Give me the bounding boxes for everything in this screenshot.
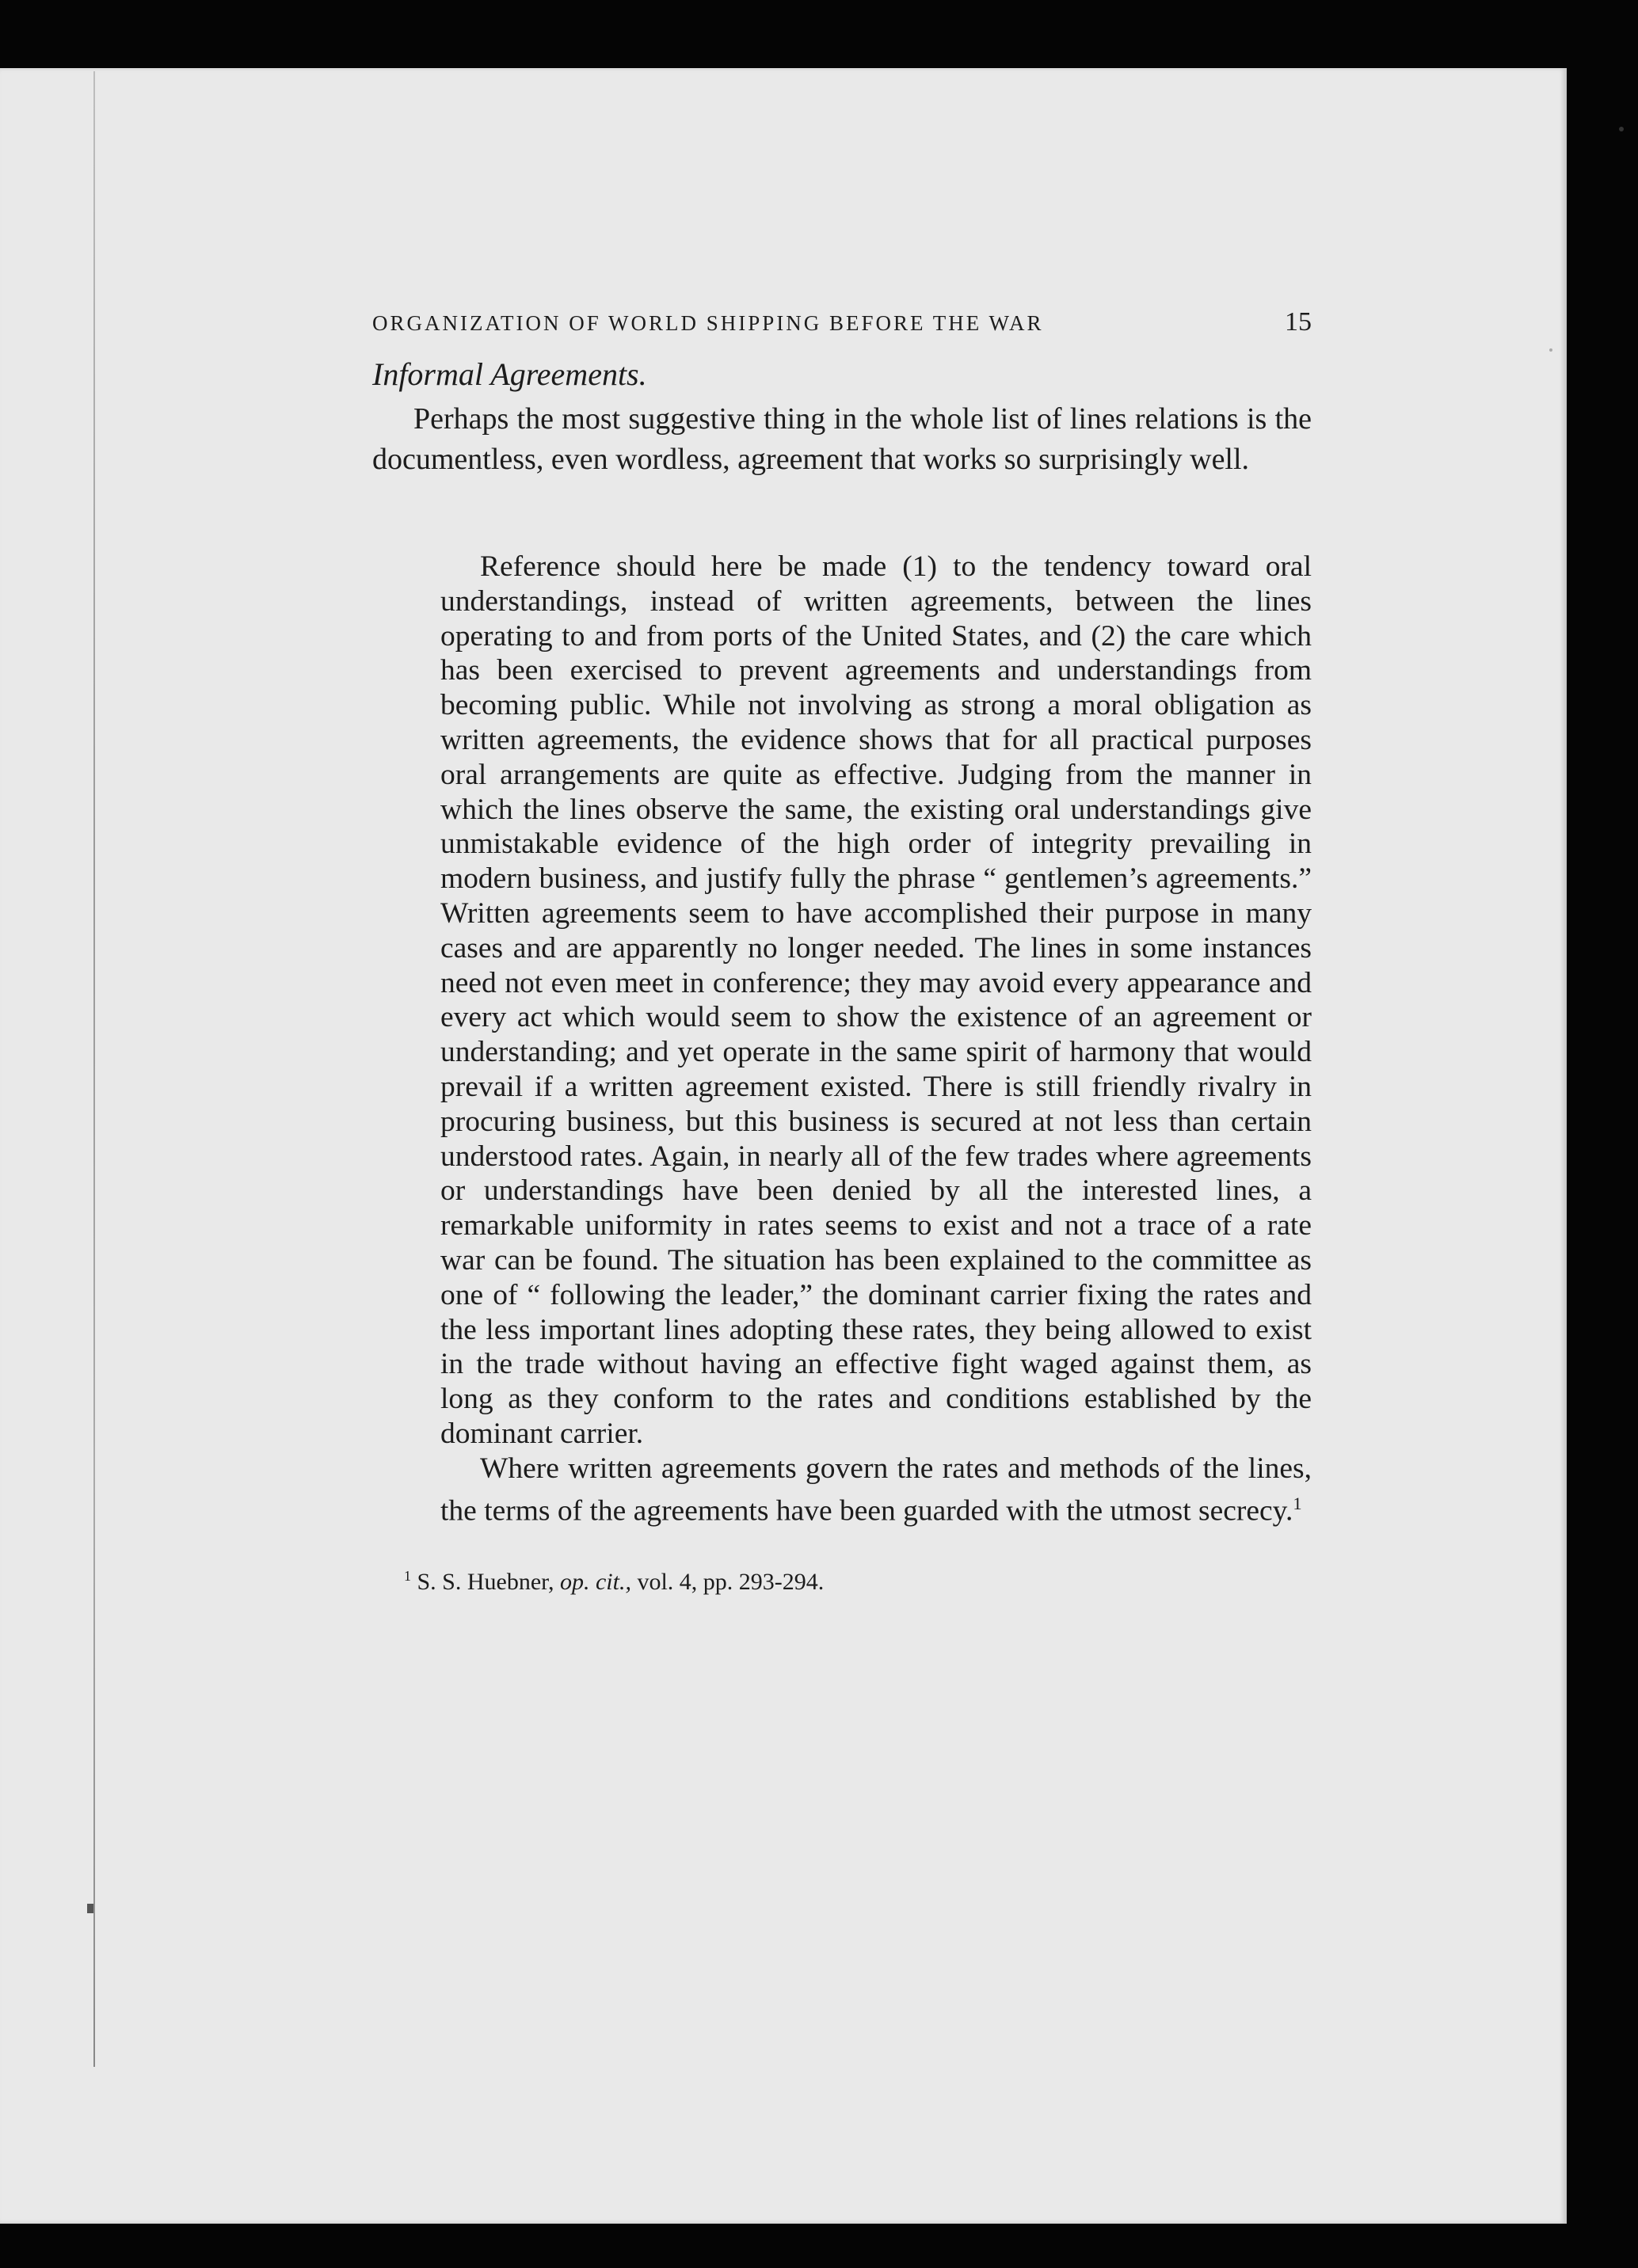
block-quotation <box>440 550 1312 1528</box>
section-heading: Informal Agreements. <box>372 356 647 392</box>
scan-mark <box>87 1904 93 1913</box>
page-gutter-line <box>93 71 95 2067</box>
footnote-reference-text: vol. 4, pp. 293-294. <box>637 1568 825 1595</box>
page-number: 15 <box>1285 307 1312 337</box>
footnote-reference: 1 <box>1293 1493 1302 1513</box>
running-head-title: ORGANIZATION OF WORLD SHIPPING BEFORE THE WAR <box>372 311 1044 335</box>
quotation-paragraph-1: Reference should here be made (1) to the tendency toward oral understandings, instead of written agreements, between the lines operating to and from ports of the United States, and (2) the care which has been exercised to prevent agreements and understandings from becoming public. While not involving as strong a moral obligation as written agreements, the evidence shows that for all practical purposes oral arrangements are quite as effective. Judging from the manner in which the lines observe the same, the existing oral understandings give unmistakable evidence of the high order of integrity prevailing in modern business, and justify fully the phrase “ gentlemen’s agreements.” Written agreements seem to have accomplished their purpose in many cases and are apparently no longer needed. The lines in some instances need not even meet in conference; they may avoid every appearance and every act which would seem to show the existence of an agreement or understanding; and yet operate in the same spirit of harmony that would prevail if a written agreement existed. There is still friendly rivalry in procuring business, but this business is secured at not less than certain understood rates. Again, in nearly all of the few trades where agreements or understandings have been denied by all the interested lines, a remarkable uniformity in rates seems to exist and not a trace of a rate war can be found. The situation has been explained to the committee as one of “ following the leader,” the dominant carrier fixing the rates and the less important lines adopting these rates, they being allowed to exist in the trade without having an effective fight waged against them, as long as they conform to the rates and conditions established by the dominant carrier. <box>440 550 1312 1450</box>
scan-speck <box>1619 127 1624 131</box>
quotation-paragraph-2 <box>440 1452 1312 1528</box>
footnote-marker: 1 <box>404 1567 411 1584</box>
footnote-op-cit: op. cit., <box>559 1568 631 1595</box>
page-text <box>372 307 1312 1596</box>
quotation-paragraph-2-text: Where written agreements govern the rates and methods of the lines, the terms of the agreements have been guarded with the utmost secrecy. <box>440 1452 1312 1528</box>
running-head <box>372 307 1312 337</box>
intro-paragraph: Perhaps the most suggestive thing in the whole list of lines relations is the documentless, even wordless, agreement that works so surprisingly well. <box>372 402 1312 476</box>
footnote-author: S. S. Huebner, <box>417 1568 554 1595</box>
scan-speck <box>1549 348 1552 352</box>
footnote <box>404 1562 1312 1596</box>
